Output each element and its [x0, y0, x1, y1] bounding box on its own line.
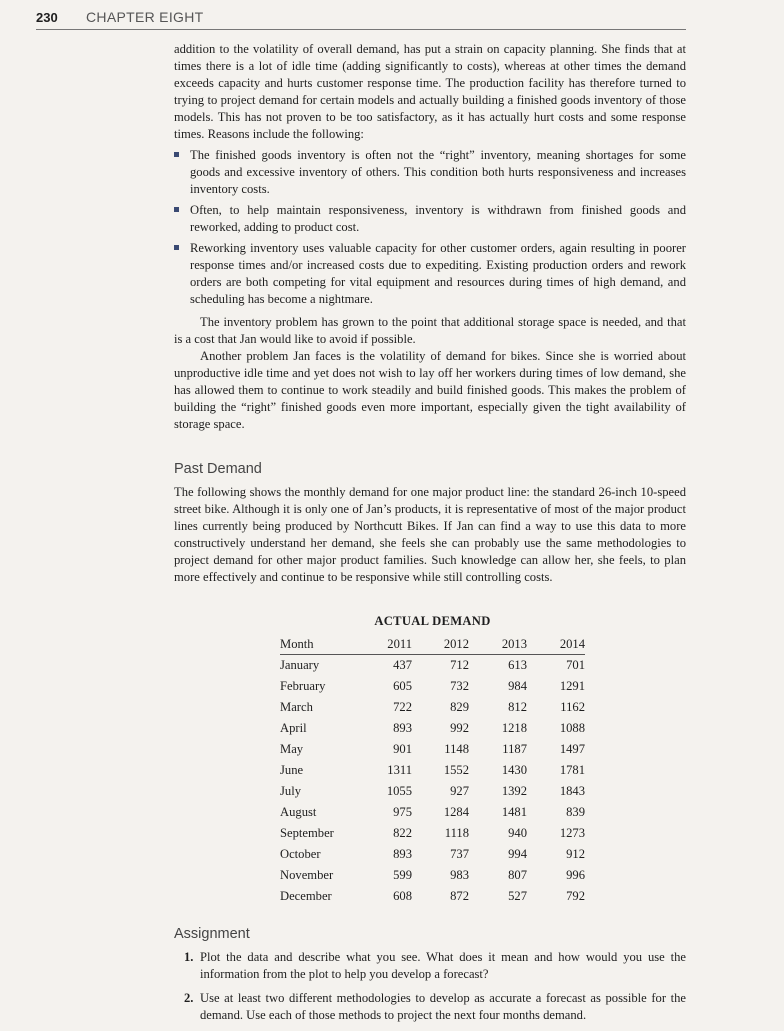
table-row [280, 655, 585, 677]
value-cell: 613 [508, 658, 527, 672]
value-cell: 812 [508, 700, 527, 714]
table-row [280, 886, 585, 907]
list-item: Often, to help maintain responsiveness, inventory is withdrawn from finished goods and reworked, adding to product cost. [174, 202, 686, 236]
value-cell: 792 [566, 889, 585, 903]
list-item: The finished goods inventory is often not the “right” inventory, meaning shortages for some goods and excessive inventory of others. This condition both hurts responsiveness and increases inventory costs. [174, 147, 686, 198]
month-cell: May [280, 742, 304, 756]
value-cell: 527 [508, 889, 527, 903]
value-cell: 1148 [444, 742, 469, 756]
list-item: Reworking inventory uses valuable capacity for other customer orders, again resulting in poorer response times and/or increased costs due to expediting. Existing production orders and rework orders are both competing for vital equipment and resources during times of high demand, and scheduling has become a nightmare. [174, 240, 686, 308]
value-cell: 712 [450, 658, 469, 672]
item-text: Use at least two different methodologies to develop as accurate a forecast as possible for the demand. Use each of those methods to project the next four months demand. [200, 991, 686, 1022]
value-cell: 893 [393, 721, 412, 735]
value-cell: 599 [393, 868, 412, 882]
value-cell: 605 [393, 679, 412, 693]
value-cell: 1430 [501, 763, 527, 777]
value-cell: 994 [508, 847, 527, 861]
past-demand-paragraph: The following shows the monthly demand for one major product line: the standard 26-inch 10-speed street bike. Although it is only one of Jan’s products, it is representative of most of the major product lines currently being produced by Northcutt Bikes. If Jan can find a way to use this data to more constructively understand her demand, she feels she can probably use the same methodologies to project demand for other major product families. Such knowledge can allow her, she feels, to plan more effectively and continue to be responsive while still controlling costs. [174, 485, 686, 584]
month-cell: June [280, 763, 304, 777]
value-cell: 1497 [559, 742, 585, 756]
month-cell: August [280, 805, 317, 819]
value-cell: 996 [566, 868, 585, 882]
inventory-paragraph: The inventory problem has grown to the point that additional storage space is needed, and that is a cost that Jan would like to avoid if possible. [174, 315, 686, 346]
volatility-paragraph: Another problem Jan faces is the volatility of demand for bikes. Since she is worried about unproductive idle time and yet does not wish to lay off her workers during times of low demand, she has allowed them to continue to work steadily and build finished goods. This makes the problem of building the “right” finished goods even more important, especially given the tight availability of storage space. [174, 349, 686, 431]
table-row [280, 781, 585, 802]
header-rule [36, 29, 686, 30]
value-cell: 807 [508, 868, 527, 882]
value-cell: 940 [508, 826, 527, 840]
page-number: 230 [36, 10, 58, 25]
bullet-square-icon [174, 207, 179, 212]
column-header: 2011 [355, 635, 412, 655]
intro-paragraph: addition to the volatility of overall demand, has put a strain on capacity planning. She finds that at times there is a lot of idle time (adding significantly to costs), whereas at other times the demand exceeds capacity and hurts customer response time. The production facility has therefore turned to trying to project demand for certain models and actually building a finished goods inventory of those models. This has not proven to be too satisfactory, as it has actually hurt costs and some response times. Reasons include the following: [174, 42, 686, 141]
month-cell: February [280, 679, 326, 693]
value-cell: 927 [450, 784, 469, 798]
value-cell: 822 [393, 826, 412, 840]
item-text: Plot the data and describe what you see. What does it mean and how would you use the information from the plot to help you develop a forecast? [200, 950, 686, 981]
month-cell: January [280, 658, 320, 672]
value-cell: 1481 [501, 805, 527, 819]
table-row [280, 739, 585, 760]
value-cell: 992 [450, 721, 469, 735]
table-row [280, 823, 585, 844]
value-cell: 1162 [560, 700, 585, 714]
value-cell: 732 [450, 679, 469, 693]
column-header: 2013 [469, 635, 527, 655]
value-cell: 1187 [502, 742, 527, 756]
past-demand-section [174, 484, 686, 586]
table-row [280, 865, 585, 886]
value-cell: 701 [566, 658, 585, 672]
value-cell: 901 [393, 742, 412, 756]
value-cell: 1781 [559, 763, 585, 777]
assignment-list [174, 949, 686, 1024]
value-cell: 437 [393, 658, 412, 672]
page-header [36, 8, 686, 32]
month-cell: April [280, 721, 307, 735]
column-header: 2012 [412, 635, 469, 655]
value-cell: 722 [393, 700, 412, 714]
value-cell: 839 [566, 805, 585, 819]
reasons-list [174, 147, 686, 308]
chapter-title: CHAPTER EIGHT [86, 9, 204, 25]
value-cell: 975 [393, 805, 412, 819]
table-title: ACTUAL DEMAND [374, 614, 491, 628]
value-cell: 1284 [443, 805, 469, 819]
table-row [280, 802, 585, 823]
column-header: 2014 [527, 635, 585, 655]
table-row [280, 718, 585, 739]
table-row [280, 697, 585, 718]
assignment-section [174, 949, 686, 1031]
value-cell: 1291 [559, 679, 585, 693]
value-cell: 912 [566, 847, 585, 861]
value-cell: 1118 [444, 826, 469, 840]
value-cell: 1311 [387, 763, 412, 777]
value-cell: 1552 [443, 763, 469, 777]
value-cell: 1843 [559, 784, 585, 798]
value-cell: 829 [450, 700, 469, 714]
bullet-square-icon [174, 152, 179, 157]
month-cell: September [280, 826, 334, 840]
intro-section [174, 41, 686, 433]
table-row [280, 760, 585, 781]
month-cell: July [280, 784, 301, 798]
item-number: 1. [184, 950, 194, 964]
value-cell: 1055 [386, 784, 412, 798]
assignment-heading: Assignment [174, 926, 250, 942]
column-header: Month [280, 635, 355, 655]
value-cell: 872 [450, 889, 469, 903]
value-cell: 984 [508, 679, 527, 693]
list-item [174, 990, 686, 1024]
month-cell: November [280, 868, 334, 882]
value-cell: 1273 [559, 826, 585, 840]
month-cell: October [280, 847, 321, 861]
table-header-row [280, 635, 585, 655]
value-cell: 1218 [501, 721, 527, 735]
month-cell: December [280, 889, 332, 903]
value-cell: 1088 [559, 721, 585, 735]
bullet-square-icon [174, 245, 179, 250]
table-row [280, 844, 585, 865]
value-cell: 983 [450, 868, 469, 882]
value-cell: 893 [393, 847, 412, 861]
table-row [280, 676, 585, 697]
value-cell: 1392 [501, 784, 527, 798]
value-cell: 608 [393, 889, 412, 903]
month-cell: March [280, 700, 313, 714]
past-demand-heading: Past Demand [174, 461, 262, 477]
item-number: 2. [184, 991, 194, 1005]
list-item [174, 949, 686, 983]
value-cell: 737 [450, 847, 469, 861]
